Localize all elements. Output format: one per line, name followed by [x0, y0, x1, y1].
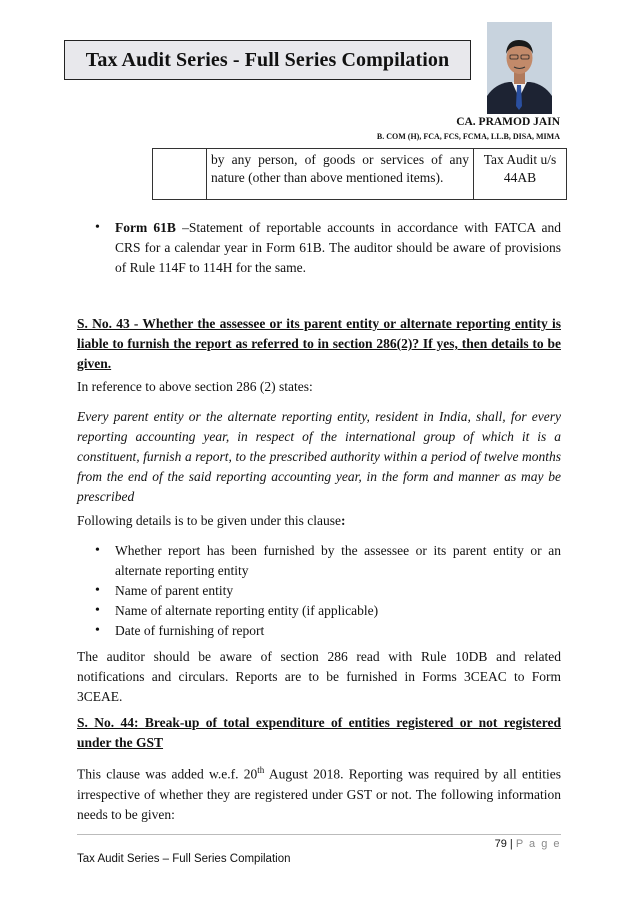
s43-intro: In reference to above section 286 (2) states: [77, 379, 313, 394]
s44-heading: S. No. 44: Break-up of total expenditure of entities registered or not registered under the GST [77, 715, 561, 750]
page-number-separator: | [506, 838, 516, 850]
footer-divider [77, 834, 561, 835]
form61b-bullet-list [77, 218, 561, 278]
s43-quote: Every parent entity or the alternate reporting entity, resident in India, shall, for every reporting accounting year, in respect of the international group of which it is a constituent, furnish a report, to the prescribed authority within a period of twelve months from the end of the said reporting accounting year, in the form and manner as may be prescribed [77, 409, 561, 504]
s43-closing: The auditor should be aware of section 286 read with Rule 10DB and related notifications and circulars. Reports are to be furnished in Forms 3CEAC to Form 3CEAE. [77, 649, 561, 704]
s44-text-end: August 2018. Reporting was required by all entities irrespective of whether they are registered under GST or not. The following information needs to be given: [77, 766, 561, 822]
s43-bullet-list [77, 541, 561, 641]
author-name: CA. PRAMOD JAIN [456, 116, 560, 128]
footer-text: Tax Audit Series – Full Series Compilation [77, 853, 291, 865]
table-cell-description: by any person, of goods or services of any nature (other than above mentioned items). [207, 149, 474, 200]
table-cell-applicability: Tax Audit u/s 44AB [474, 149, 567, 200]
s44-text-start: This clause was added w.e.f. 20 [77, 766, 258, 782]
document-title: Tax Audit Series - Full Series Compilation [64, 40, 471, 80]
author-qualifications: B. COM (H), FCA, FCS, FCMA, LL.B, DISA, MIMA [376, 132, 560, 141]
list-item [77, 218, 561, 278]
s43-details-lead [77, 511, 561, 531]
list-item: • Name of alternate reporting entity (if applicable) [77, 601, 561, 621]
continued-table [152, 148, 567, 200]
page-word: P a g e [515, 838, 561, 850]
page-number [495, 838, 561, 850]
author-portrait-image [487, 22, 552, 114]
s44-superscript: th [257, 765, 265, 775]
s44-paragraph [77, 760, 561, 825]
form61b-text: –Statement of reportable accounts in accordance with FATCA and CRS for a calendar year in Form 61B. The auditor should be aware of provisions of Rule 114F to 114H for the same. [115, 220, 561, 275]
table-row [153, 149, 567, 200]
list-item: • Date of furnishing of report [77, 621, 561, 641]
list-item: • Name of parent entity [77, 581, 561, 601]
form61b-label: Form 61B [115, 220, 176, 235]
list-item: • Whether report has been furnished by the assessee or its parent entity or an alternate reporting entity [77, 541, 561, 581]
author-photo [487, 22, 552, 114]
s43-details-lead-text: Following details is to be given under this clause [77, 513, 341, 528]
s43-details-colon: : [340, 513, 346, 528]
s43-heading: S. No. 43 - Whether the assessee or its parent entity or alternate reporting entity is liable to furnish the report as referred to in section 286(2)? If yes, then details to be given. [77, 316, 561, 371]
table-cell-serial [153, 149, 207, 200]
page-number-value: 79 [494, 838, 507, 850]
